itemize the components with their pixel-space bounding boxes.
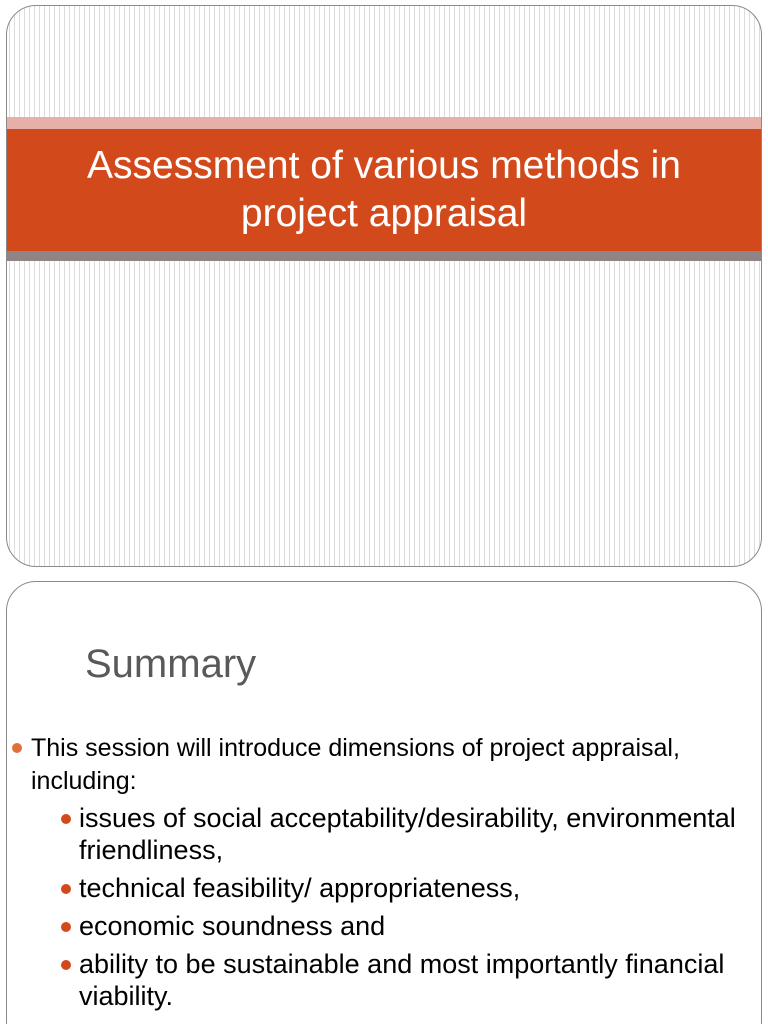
bullet-dot-icon bbox=[12, 743, 22, 753]
list-item bbox=[31, 910, 747, 942]
list-item bbox=[31, 802, 747, 866]
bullet-text: This session will introduce dimensions of project appraisal, including: bbox=[31, 734, 680, 795]
sub-bullet-text: technical feasibility/ appropriateness, bbox=[79, 873, 521, 903]
list-item bbox=[31, 872, 747, 904]
sub-bullet-list bbox=[31, 802, 747, 1012]
bullet-dot-icon bbox=[61, 884, 71, 894]
bullet-dot-icon bbox=[61, 922, 71, 932]
list-item bbox=[7, 732, 747, 1012]
bullet-dot-icon bbox=[61, 814, 71, 824]
sub-bullet-text: ability to be sustainable and most importantly financial viability. bbox=[79, 949, 725, 1011]
list-item bbox=[31, 948, 747, 1012]
sub-bullet-text: economic soundness and bbox=[79, 911, 386, 941]
slide-title: Assessment of various methods in project appraisal bbox=[87, 144, 681, 235]
title-band bbox=[7, 129, 761, 251]
title-band-bottom-stripe bbox=[7, 251, 761, 261]
bullet-list bbox=[7, 732, 747, 1018]
summary-slide bbox=[6, 581, 762, 1024]
title-band-top-stripe bbox=[7, 117, 761, 129]
summary-heading: Summary bbox=[85, 642, 257, 686]
title-slide bbox=[6, 5, 762, 567]
sub-bullet-text: issues of social acceptability/desirability, environmental friendliness, bbox=[79, 803, 736, 865]
bullet-dot-icon bbox=[61, 960, 71, 970]
